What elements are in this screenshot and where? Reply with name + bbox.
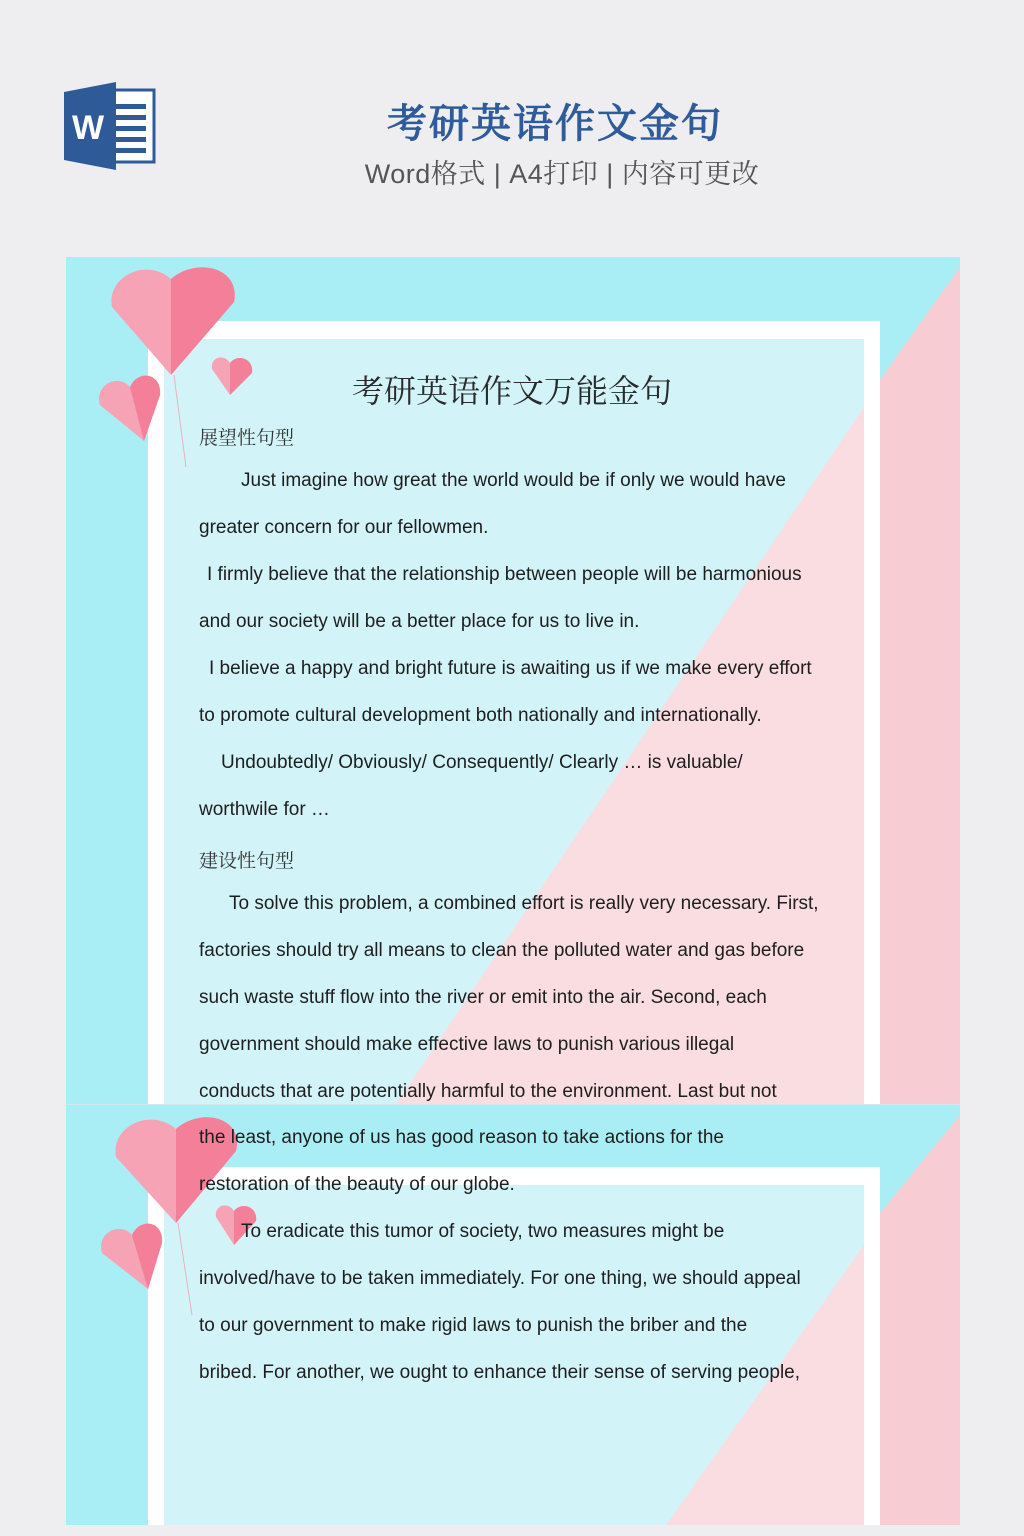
header (0, 0, 1024, 250)
document-title: 考研英语作文万能金句 (351, 372, 672, 410)
document-page-1 (66, 257, 960, 1104)
section-heading-outlook: 展望性句型 (199, 427, 295, 449)
text-line: factories should try all means to clean the polluted water and gas before (199, 940, 805, 961)
page-title: 考研英语作文金句 (387, 102, 723, 146)
text-line: To solve this problem, a combined effort is really very necessary. First, (229, 893, 819, 914)
text-line: government should make effective laws to punish various illegal (199, 1034, 735, 1055)
text-line: To eradicate this tumor of society, two measures might be (241, 1221, 725, 1242)
text-line: worthwile for … (199, 799, 330, 820)
text-line: restoration of the beauty of our globe. (199, 1174, 515, 1195)
text-line: conducts that are potentially harmful to the environment. Last but not (199, 1081, 777, 1102)
text-line: to our government to make rigid laws to punish the briber and the (199, 1315, 748, 1336)
page-subtitle: Word格式 | A4打印 | 内容可更改 (364, 159, 760, 189)
text-line: involved/have to be taken immediately. For one thing, we should appeal (199, 1268, 801, 1289)
section-heading-constructive: 建设性句型 (199, 850, 295, 872)
svg-text:W: W (71, 109, 105, 147)
text-line: the least, anyone of us has good reason to take actions for the (199, 1127, 724, 1148)
text-line: Just imagine how great the world would be if only we would have (241, 470, 786, 491)
text-line: greater concern for our fellowmen. (199, 517, 489, 538)
text-line: bribed. For another, we ought to enhance their sense of serving people, (199, 1362, 801, 1383)
text-line: and our society will be a better place for us to live in. (199, 611, 640, 632)
text-line: I believe a happy and bright future is awaiting us if we make every effort (209, 658, 812, 679)
text-line: such waste stuff flow into the river or emit into the air. Second, each (199, 987, 767, 1008)
text-line: Undoubtedly/ Obviously/ Consequently/ Clearly … is valuable/ (221, 752, 743, 773)
text-line: to promote cultural development both nationally and internationally. (199, 705, 762, 726)
text-line: I firmly believe that the relationship between people will be harmonious (207, 564, 802, 585)
